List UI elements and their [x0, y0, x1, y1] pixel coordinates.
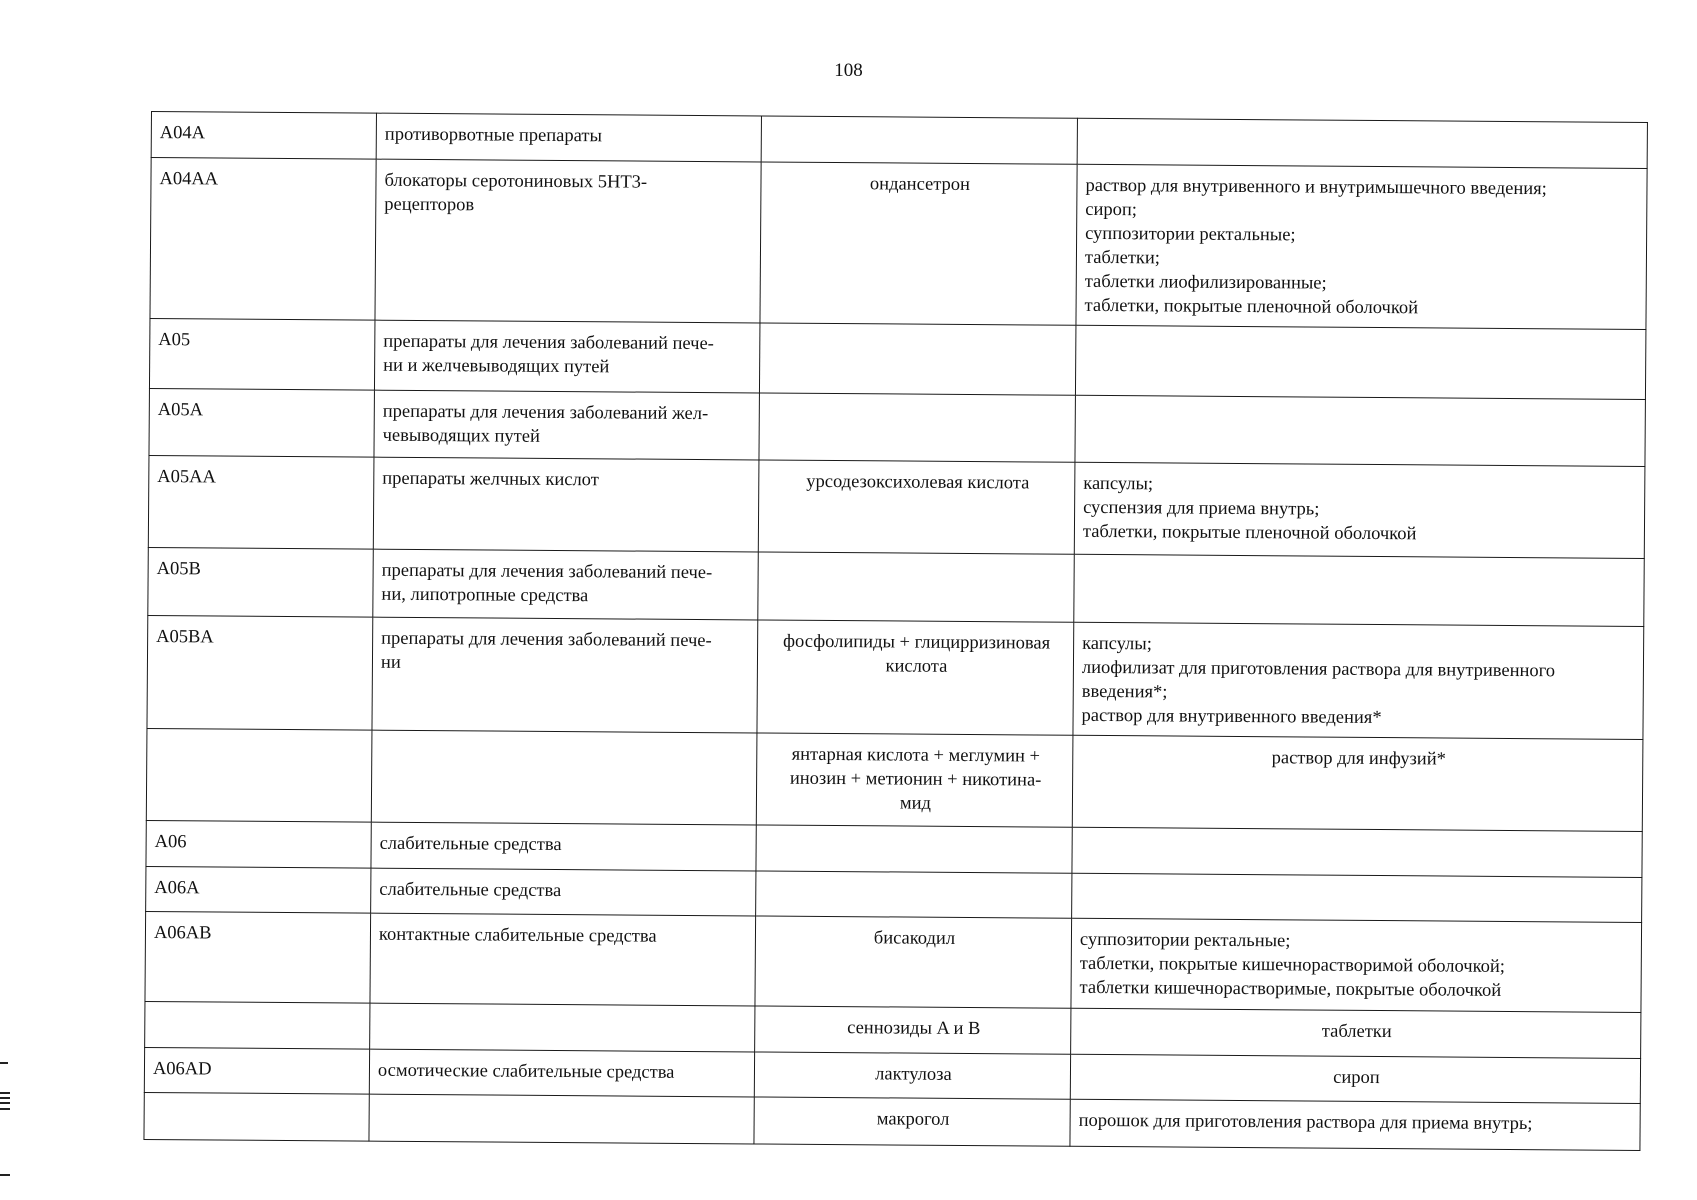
- page-number: 108: [834, 60, 863, 81]
- table-row: [147, 615, 1644, 739]
- dosage-forms-cell: [1072, 873, 1642, 922]
- group-name-cell: препараты для лечения заболеваний жел- чевыводящих путей: [374, 390, 759, 460]
- dosage-forms-cell: капсулы; лиофилизат для приготовления раствора для внутривенного введения*; раствор для внутривенного введения*: [1073, 622, 1644, 739]
- group-name-cell: противорвотные препараты: [376, 113, 761, 162]
- group-name-cell: [369, 1094, 754, 1144]
- group-name-cell: препараты для лечения заболеваний пече- ни: [372, 617, 758, 733]
- table-row: [149, 388, 1645, 466]
- dosage-forms-cell: таблетки: [1071, 1008, 1641, 1058]
- group-name-cell: слабительные средства: [371, 868, 756, 916]
- atc-code-cell: A04A: [151, 112, 376, 160]
- table-row: [149, 318, 1645, 399]
- atc-code-cell: A04AA: [150, 158, 376, 321]
- dosage-forms-cell: сироп: [1070, 1054, 1640, 1103]
- drug-name-cell: [759, 393, 1075, 462]
- atc-code-cell: A05BA: [147, 615, 373, 730]
- drug-classification-table: [143, 111, 1648, 1151]
- group-name-cell: препараты для лечения заболеваний пече- ни, липотропные средства: [373, 549, 758, 620]
- atc-code-cell: A06A: [146, 866, 371, 913]
- table-row: [145, 911, 1642, 1012]
- table-row: [144, 1092, 1640, 1150]
- group-name-cell: препараты желчных кислот: [373, 457, 759, 552]
- dosage-forms-cell: [1072, 827, 1642, 877]
- drug-name-cell: сеннозиды A и B: [755, 1006, 1071, 1054]
- dosage-forms-cell: [1075, 325, 1645, 399]
- group-name-cell: препараты для лечения заболеваний пече- ни и желчевыводящих путей: [374, 320, 760, 393]
- atc-code-cell: [144, 1092, 369, 1141]
- table-row: [148, 547, 1644, 626]
- atc-code-cell: A05AA: [148, 455, 374, 549]
- dosage-forms-cell: порошок для приготовления раствора для приема внутрь;: [1070, 1099, 1640, 1150]
- drug-name-cell: урсодезоксихолевая кислота: [758, 460, 1075, 554]
- drug-name-cell: [756, 825, 1072, 873]
- drug-name-cell: макрогол: [754, 1097, 1070, 1146]
- scan-margin-marks: [0, 1060, 14, 1180]
- group-name-cell: осмотические слабительные средства: [369, 1049, 754, 1097]
- drug-name-cell: фосфолипиды + глицирризиновая кислота: [757, 620, 1074, 735]
- group-name-cell: контактные слабительные средства: [370, 913, 756, 1006]
- dosage-forms-cell: [1075, 395, 1645, 466]
- dosage-forms-cell: [1077, 118, 1647, 168]
- atc-code-cell: A06AD: [144, 1047, 369, 1094]
- atc-code-cell: A06: [146, 820, 371, 868]
- group-name-cell: [371, 730, 757, 825]
- group-name-cell: блокаторы серотониновых 5HT3- рецепторов: [375, 159, 761, 323]
- table-row: [148, 455, 1645, 558]
- drug-name-cell: [761, 116, 1077, 164]
- atc-code-cell: A05B: [148, 547, 373, 617]
- dosage-forms-cell: капсулы; суспензия для приема внутрь; таблетки, покрытые пленочной оболочкой: [1074, 462, 1645, 558]
- dosage-forms-cell: раствор для инфузий*: [1072, 735, 1643, 831]
- drug-name-cell: [758, 552, 1074, 622]
- dosage-forms-cell: [1074, 554, 1644, 626]
- drug-name-cell: янтарная кислота + меглумин + инозин + метионин + никотина- мид: [756, 733, 1073, 827]
- dosage-forms-cell: раствор для внутривенного и внутримышечного введения; сироп; суппозитории ректальные; таблетки; таблетки лиофилизированные; таблетки, покрытые пленочной оболочкой: [1076, 164, 1647, 329]
- atc-code-cell: A06AB: [145, 911, 371, 1003]
- atc-code-cell: A05: [149, 318, 375, 390]
- dosage-forms-cell: суппозитории ректальные; таблетки, покрытые кишечнорастворимой оболочкой; таблетки кишечнорастворимые, покрытые оболочкой: [1071, 918, 1642, 1012]
- drug-name-cell: лактулоза: [754, 1052, 1070, 1099]
- group-name-cell: [370, 1003, 755, 1052]
- atc-code-cell: [145, 1001, 370, 1049]
- group-name-cell: слабительные средства: [371, 822, 756, 871]
- drug-name-cell: бисакодил: [755, 916, 1072, 1008]
- drug-name-cell: [756, 871, 1072, 918]
- table-row: [150, 158, 1647, 330]
- drug-name-cell: [759, 323, 1076, 395]
- atc-code-cell: [146, 728, 372, 822]
- atc-code-cell: A05A: [149, 388, 374, 457]
- drug-name-cell: ондансетрон: [760, 162, 1077, 325]
- table-row: [146, 728, 1643, 831]
